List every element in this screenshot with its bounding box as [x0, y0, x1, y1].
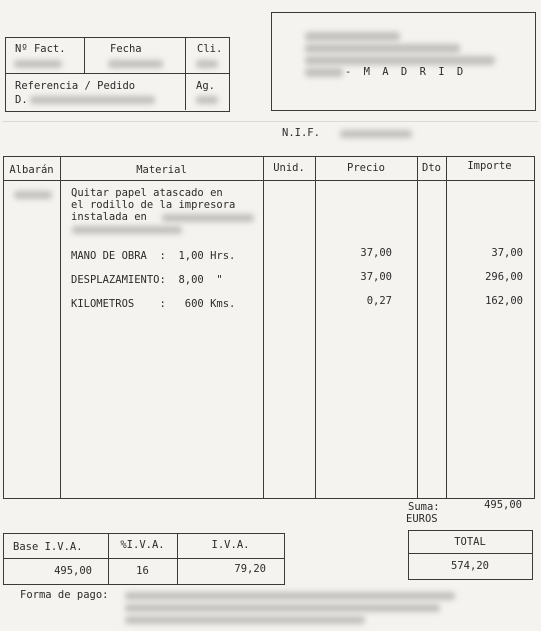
iva-base-value: 495,00 [54, 565, 92, 577]
description-line-1: Quitar papel atascado en [71, 187, 223, 199]
header-precio: Precio [347, 162, 385, 174]
row-kilometros-importe: 162,00 [485, 295, 523, 307]
col-divider-albaran [60, 156, 61, 498]
col-divider-dto [446, 156, 447, 498]
iva-amount-label: I.V.A. [211, 539, 250, 551]
col-divider-material [263, 156, 264, 498]
customer-address-line-1 [305, 44, 460, 53]
customer-postcode [305, 68, 343, 77]
row-kilometros-precio: 0,27 [366, 295, 392, 307]
row-desplazamiento-precio: 37,00 [360, 271, 392, 283]
customer-name-line [305, 32, 400, 41]
cli-value [196, 60, 218, 68]
forma-pago-label: Forma de pago: [20, 589, 109, 601]
iva-divider [3, 558, 284, 559]
header-material: Material [136, 164, 187, 176]
description-location-2 [72, 226, 182, 234]
fecha-label: Fecha [110, 43, 142, 55]
description-line-3: instalada en [71, 211, 147, 223]
nif-value [340, 130, 412, 138]
row-mano-obra-precio: 37,00 [360, 247, 392, 259]
ag-value [196, 96, 218, 104]
customer-city: - M A D R I D [345, 66, 467, 78]
iva-amount-value: 79,20 [234, 563, 266, 575]
fact-number-value [14, 60, 62, 68]
total-label: TOTAL [454, 536, 486, 548]
albaran-value [14, 191, 52, 199]
total-divider [408, 553, 532, 554]
row-desplazamiento-label: DESPLAZAMIENTO: 8,00 " [71, 274, 223, 286]
fecha-value [108, 60, 163, 68]
col-divider-precio [417, 156, 418, 498]
row-mano-obra-label: MANO DE OBRA : 1,00 Hrs. [71, 250, 236, 262]
total-value: 574,20 [451, 560, 489, 572]
header-col-divider-2 [185, 37, 186, 110]
customer-address-line-2 [305, 56, 495, 65]
description-line-2: el rodillo de la impresora [71, 199, 236, 211]
items-header-divider [3, 180, 534, 181]
row-desplazamiento-importe: 296,00 [485, 271, 523, 283]
header-col-divider-1 [84, 37, 85, 73]
header-importe: Importe [467, 160, 512, 172]
referencia-value [30, 96, 155, 104]
ag-label: Ag. [196, 80, 215, 92]
referencia-label: Referencia / Pedido [15, 80, 136, 92]
header-albaran: Albarán [9, 164, 54, 176]
iva-pct-value: 16 [136, 565, 149, 577]
forma-pago-line-3 [125, 616, 365, 624]
cli-label: Cli. [197, 43, 223, 55]
suma-currency: EUROS [406, 513, 438, 525]
faint-divider [2, 121, 538, 122]
fact-number-label: Nº Fact. [15, 43, 66, 55]
header-unid: Unid. [273, 162, 305, 174]
forma-pago-line-2 [125, 604, 440, 612]
forma-pago-line-1 [125, 592, 455, 600]
col-divider-unid [315, 156, 316, 498]
iva-base-label: Base I.V.A. [13, 541, 83, 553]
row-kilometros-label: KILOMETROS : 600 Kms. [71, 298, 236, 310]
description-location-1 [162, 214, 254, 222]
referencia-prefix: D. [15, 94, 28, 106]
header-dto: Dto [422, 162, 441, 174]
nif-label: N.I.F. [282, 127, 320, 139]
suma-value: 495,00 [484, 499, 522, 511]
iva-pct-label: %I.V.A. [120, 539, 165, 551]
suma-label: Suma: [408, 501, 440, 513]
header-divider [5, 73, 229, 74]
row-mano-obra-importe: 37,00 [491, 247, 523, 259]
